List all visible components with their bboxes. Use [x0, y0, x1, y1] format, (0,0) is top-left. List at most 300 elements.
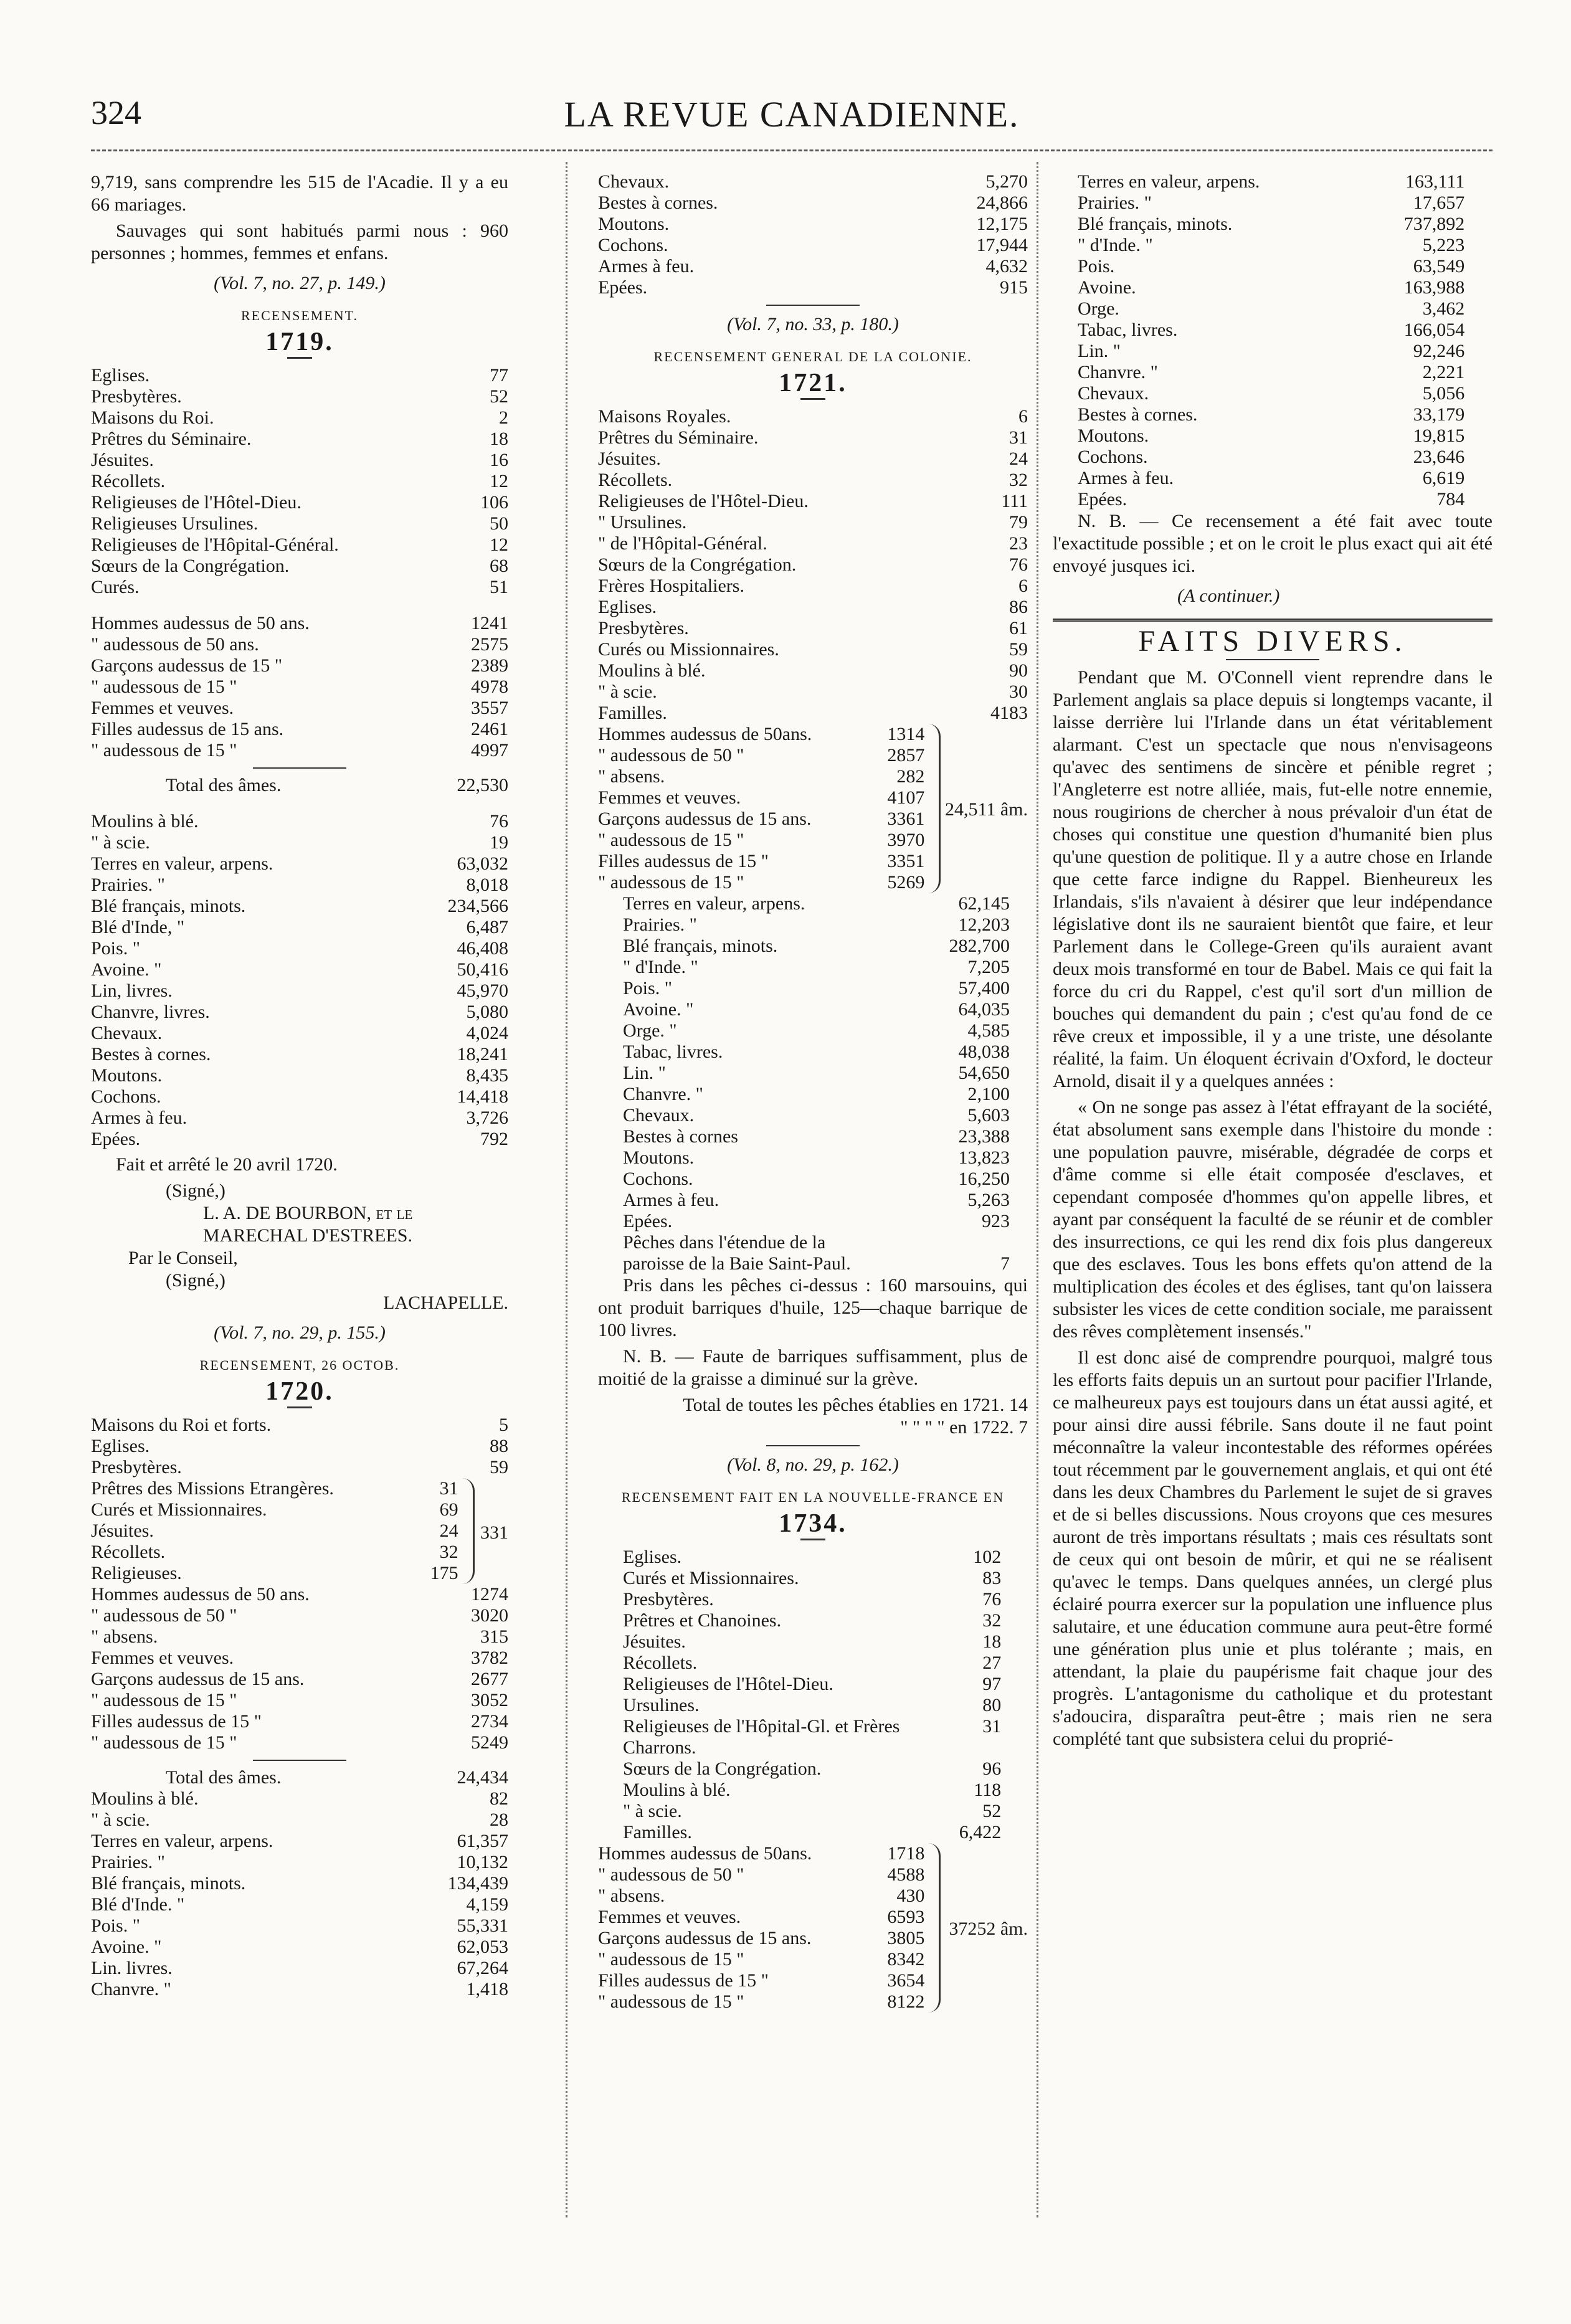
- row-value: 1314: [887, 724, 925, 744]
- row-label: Bestes à cornes.: [598, 192, 718, 213]
- row-label: Eglises.: [91, 365, 150, 386]
- row-value: 62,053: [457, 1937, 508, 1957]
- row-label: Sœurs de la Congrégation.: [623, 1758, 822, 1779]
- row-value: 106: [480, 492, 508, 513]
- census-heading: RECENSEMENT FAIT EN LA NOUVELLE-FRANCE EN: [621, 1489, 1005, 1505]
- row-label: Avoine.: [1078, 277, 1136, 298]
- row-label: Maisons Royales.: [598, 406, 731, 427]
- population-table: [598, 1843, 924, 2013]
- row-value: 67,264: [457, 1958, 508, 1978]
- row-value: 315: [480, 1626, 508, 1647]
- row-value: 31: [1009, 427, 1028, 448]
- row-value: 6: [1018, 576, 1028, 596]
- signer-names: L. A. DE BOURBON, et le MARECHAL D'ESTREES.: [203, 1203, 413, 1246]
- row-label: Curés.: [91, 577, 140, 597]
- row-value: 2575: [471, 634, 508, 655]
- row-label: " absens.: [598, 766, 665, 787]
- row-value: 2857: [887, 745, 925, 766]
- table-row: [1078, 256, 1464, 277]
- census-table: [91, 1415, 508, 1478]
- fisheries-total-1722: " " " " en 1722. 7: [900, 1417, 1028, 1438]
- row-label: Moulins à blé.: [91, 811, 199, 832]
- row-value: 7,205: [967, 957, 1010, 977]
- row-label: Presbytères.: [598, 618, 689, 638]
- table-row: [623, 1020, 1010, 1041]
- table-row: [91, 1415, 508, 1436]
- row-label: Bestes à cornes: [623, 1126, 738, 1147]
- row-label: Jésuites.: [91, 450, 154, 470]
- signer-name: LACHAPELLE.: [383, 1292, 508, 1313]
- fisheries-value: 7: [1000, 1253, 1010, 1274]
- row-label: Chanvre. ": [91, 1979, 171, 1999]
- fait-line: Fait et arrêté le 20 avril 1720.: [116, 1154, 338, 1175]
- table-row: [623, 936, 1010, 957]
- table-row: [623, 1695, 1001, 1716]
- table-row: [1078, 468, 1464, 489]
- table-row: [623, 1084, 1010, 1105]
- row-label: " audessous de 15 ": [91, 1690, 237, 1710]
- table-row: [623, 1211, 1010, 1232]
- table-row: [598, 1843, 924, 1864]
- row-label: Moutons.: [623, 1147, 695, 1168]
- row-label: Frères Hospitaliers.: [598, 576, 744, 596]
- row-label: " audessous de 50 ans.: [91, 634, 259, 655]
- table-row: [1078, 298, 1464, 320]
- agriculture-table: [1078, 171, 1464, 510]
- table-row: [598, 448, 1028, 470]
- census-table: [598, 406, 1028, 724]
- citation: (Vol. 7, no. 29, p. 155.): [214, 1322, 386, 1343]
- total-value: 22,530: [457, 775, 508, 795]
- table-row: [598, 851, 924, 872]
- row-value: 111: [1001, 491, 1028, 511]
- row-label: Blé français, minots.: [91, 896, 246, 916]
- row-value: 32: [1009, 470, 1028, 490]
- table-row: [598, 576, 1028, 597]
- divider: [287, 1406, 312, 1408]
- row-value: 3361: [887, 809, 925, 829]
- table-row: [91, 634, 508, 655]
- row-value: 1,418: [466, 1979, 508, 1999]
- row-label: Epées.: [598, 277, 648, 298]
- table-row: [91, 1457, 508, 1478]
- row-label: Lin. livres.: [91, 1958, 173, 1978]
- row-value: 32: [439, 1542, 458, 1562]
- table-row: [91, 1023, 508, 1044]
- table-row: [598, 171, 1028, 192]
- row-label: Bestes à cornes.: [91, 1044, 211, 1065]
- row-label: Chevaux.: [623, 1105, 695, 1126]
- row-value: 63,032: [457, 853, 508, 874]
- row-label: Religieuses Ursulines.: [91, 513, 259, 534]
- row-value: 12: [490, 471, 508, 491]
- row-label: Eglises.: [91, 1436, 150, 1456]
- row-label: Blé d'Inde, ": [91, 917, 185, 937]
- row-value: 4978: [471, 676, 508, 697]
- row-label: Prêtres du Séminaire.: [598, 427, 759, 448]
- livestock-table: [598, 171, 1028, 298]
- table-row: [91, 1520, 458, 1542]
- row-value: 118: [974, 1780, 1002, 1800]
- table-row: [91, 1044, 508, 1065]
- table-row: [91, 1852, 508, 1873]
- row-value: 62,145: [958, 893, 1010, 914]
- row-value: 79: [1009, 512, 1028, 533]
- row-label: Lin, livres.: [91, 980, 173, 1001]
- row-value: 282,700: [949, 936, 1010, 956]
- table-row: [623, 999, 1010, 1020]
- row-label: Pois. ": [91, 938, 140, 959]
- row-label: " à scie.: [91, 1809, 150, 1830]
- census-year: 1719.: [265, 328, 334, 356]
- row-value: 64,035: [958, 999, 1010, 1020]
- row-label: Orge. ": [623, 1020, 677, 1041]
- table-row: [623, 1041, 1010, 1063]
- row-value: 1718: [887, 1843, 925, 1864]
- row-label: Bestes à cornes.: [1078, 404, 1198, 425]
- row-value: 52: [982, 1801, 1002, 1821]
- row-value: 6,619: [1422, 468, 1465, 488]
- row-label: Hommes audessus de 50 ans.: [91, 1584, 310, 1605]
- table-row: [91, 1542, 458, 1563]
- row-label: Filles audessus de 15 ": [598, 851, 769, 871]
- table-row: [91, 429, 508, 450]
- row-label: Femmes et veuves.: [91, 1648, 234, 1668]
- citation: (Vol. 8, no. 29, p. 162.): [727, 1454, 899, 1475]
- row-value: 28: [490, 1809, 508, 1830]
- to-be-continued: (A continuer.): [1177, 586, 1280, 606]
- row-label: Terres en valeur, arpens.: [91, 853, 273, 874]
- table-row: [598, 597, 1028, 618]
- table-row: [1078, 425, 1464, 447]
- table-row: [598, 872, 924, 893]
- row-value: 61,357: [457, 1831, 508, 1851]
- divider: [766, 1445, 860, 1446]
- intro-paragraph-1: 9,719, sans comprendre les 515 de l'Acadie. Il y a eu 66 mariages.: [91, 172, 508, 215]
- row-value: 6,422: [959, 1822, 1002, 1843]
- row-label: Blé français, minots.: [623, 936, 778, 956]
- row-value: 82: [490, 1788, 508, 1809]
- table-row: [623, 1105, 1010, 1126]
- row-value: 163,988: [1403, 277, 1465, 298]
- row-label: Curés et Missionnaires.: [623, 1568, 799, 1588]
- brace-group: [598, 1843, 1028, 2013]
- row-label: " absens.: [91, 1626, 158, 1647]
- row-label: Moutons.: [1078, 425, 1149, 446]
- table-row: [91, 613, 508, 634]
- row-label: Tabac, livres.: [623, 1041, 723, 1062]
- row-label: Blé français, minots.: [1078, 214, 1233, 234]
- row-label: Avoine. ": [91, 1937, 162, 1957]
- row-label: Religieuses.: [91, 1563, 182, 1583]
- row-label: Femmes et veuves.: [598, 787, 741, 808]
- row-label: Familles.: [598, 703, 667, 723]
- row-label: " audessous de 15 ": [598, 872, 744, 893]
- row-label: Armes à feu.: [598, 256, 695, 277]
- row-value: 4,024: [466, 1023, 508, 1043]
- table-row: [91, 407, 508, 429]
- agriculture-table: [623, 893, 1010, 1232]
- row-value: 3,726: [466, 1107, 508, 1128]
- row-value: 76: [490, 811, 508, 832]
- row-value: 83: [982, 1568, 1002, 1588]
- population-table: [91, 1584, 508, 1753]
- row-label: Pois. ": [91, 1915, 140, 1936]
- table-row: [91, 917, 508, 938]
- row-value: 3,462: [1422, 298, 1465, 319]
- row-value: 77: [490, 365, 508, 386]
- agriculture-table: [91, 1788, 508, 2000]
- table-row: [91, 556, 508, 577]
- row-label: Cochons.: [598, 235, 668, 255]
- table-row: [598, 491, 1028, 512]
- table-row: [623, 1780, 1001, 1801]
- table-row: [1078, 489, 1464, 510]
- table-row: [91, 1958, 508, 1979]
- divider: [1226, 659, 1319, 660]
- row-value: 32: [982, 1610, 1002, 1631]
- row-label: Lin. ": [623, 1063, 666, 1083]
- row-label: Sœurs de la Congrégation.: [91, 556, 290, 576]
- row-value: 234,566: [447, 896, 508, 916]
- table-row: [598, 512, 1028, 533]
- row-value: 134,439: [447, 1873, 508, 1894]
- row-label: Filles audessus de 15 ans.: [91, 719, 284, 739]
- row-value: 6,487: [466, 917, 508, 937]
- signature-note: (Signé,): [166, 1180, 225, 1201]
- row-value: 59: [1009, 639, 1028, 660]
- table-row: [91, 1732, 508, 1753]
- table-row: [1078, 277, 1464, 298]
- table-row: [598, 787, 924, 809]
- row-value: 86: [1009, 597, 1028, 617]
- row-value: 4,585: [967, 1020, 1010, 1041]
- divider: [253, 767, 346, 769]
- row-value: 80: [982, 1695, 1002, 1715]
- table-row: [91, 1626, 508, 1648]
- table-row: [91, 959, 508, 980]
- section-title: FAITS DIVERS.: [1053, 619, 1493, 653]
- table-row: [91, 492, 508, 513]
- row-label: " Ursulines.: [598, 512, 687, 533]
- row-value: 50: [490, 513, 508, 534]
- row-value: 24,866: [976, 192, 1028, 213]
- row-label: Chanvre, livres.: [91, 1002, 210, 1022]
- row-value: 5269: [887, 872, 925, 893]
- row-value: 61: [1009, 618, 1028, 638]
- row-value: 3970: [887, 830, 925, 850]
- table-row: [1078, 171, 1464, 192]
- table-row: [91, 811, 508, 832]
- row-value: 96: [982, 1758, 1002, 1779]
- row-label: " à scie.: [598, 681, 657, 702]
- row-value: 2677: [471, 1669, 508, 1689]
- brace: [925, 1843, 941, 2013]
- row-label: Religieuses de l'Hôpital-Gl. et Frères Charrons.: [623, 1716, 900, 1758]
- clergy-table: [91, 1478, 458, 1584]
- row-value: 1274: [471, 1584, 508, 1605]
- table-row: [598, 1907, 924, 1928]
- row-value: 46,408: [457, 938, 508, 959]
- row-value: 19: [490, 832, 508, 853]
- row-value: 3782: [471, 1648, 508, 1668]
- row-value: 13,823: [958, 1147, 1010, 1168]
- row-value: 12,175: [976, 214, 1028, 234]
- table-row: [598, 809, 924, 830]
- row-value: 8,018: [466, 875, 508, 895]
- row-value: 59: [490, 1457, 508, 1477]
- table-row: [623, 914, 1010, 936]
- brace: [925, 724, 941, 893]
- table-row: [598, 533, 1028, 554]
- row-label: Epées.: [1078, 489, 1127, 510]
- row-label: Hommes audessus de 50ans.: [598, 1843, 812, 1864]
- article-paragraph: Il est donc aisé de comprendre pourquoi, malgré tous les efforts faits depuis un an surtout pour pacifier l'Irlande, ce malheureux pays est toujours dans un état aussi agité, et pour ainsi dire aussi fébrile. Sans doute il ne faut point méconnaître la valeur incontestable des réformes opérées tout récemment par le gouvernement anglais, et qui ont été dans les deux Chambres du Parlement le sujet de si graves et de si belles discussions. Nous croyons que ces mesures auront de très importans résultats ; mais ces résultats sont de ceux qui ont besoin de mûrir, et qui ne se réalisent qu'avec le temps. Dans quelques années, un clergé plus éclairé pourra exercer sur la population une influence plus salutaire, et une éducation commune aura peut-être formé une génération plus unie et plus tolérante ; mais, en attendant, la plaie du paupérisme fait chaque jour des progrès. L'antagonisme du catholique et du protestant s'adoucira, disparaîtra peut-être ; mais rien ne sera complété tant que subsistera celui du proprié-: [1053, 1347, 1493, 1749]
- row-label: " audessous de 15 ": [598, 830, 744, 850]
- row-value: 92,246: [1413, 341, 1465, 361]
- row-label: Terres en valeur, arpens.: [1078, 171, 1260, 192]
- row-value: 54,650: [958, 1063, 1010, 1083]
- row-label: Moutons.: [91, 1065, 163, 1086]
- row-label: Chanvre. ": [1078, 362, 1158, 382]
- table-row: [623, 1631, 1001, 1653]
- table-row: [598, 745, 924, 766]
- table-row: [598, 1928, 924, 1949]
- row-label: " audessous de 15 ": [91, 676, 237, 697]
- table-row: [623, 1190, 1010, 1211]
- row-label: Filles audessus de 15 ": [598, 1970, 769, 1991]
- row-label: Récollets.: [91, 471, 166, 491]
- row-label: Avoine. ": [623, 999, 694, 1020]
- row-label: Epées.: [91, 1129, 141, 1149]
- row-value: 2734: [471, 1711, 508, 1732]
- table-row: [623, 957, 1010, 978]
- row-value: 3557: [471, 698, 508, 718]
- row-value: 16,250: [958, 1169, 1010, 1189]
- row-label: Chevaux.: [598, 171, 670, 192]
- table-row: [623, 1801, 1001, 1822]
- row-label: Terres en valeur, arpens.: [623, 893, 805, 914]
- row-value: 737,892: [1403, 214, 1465, 234]
- table-row: [91, 534, 508, 556]
- table-row: [598, 618, 1028, 639]
- row-value: 4107: [887, 787, 925, 808]
- row-value: 784: [1436, 489, 1465, 510]
- row-value: 18: [490, 429, 508, 449]
- row-label: Pois. ": [623, 978, 672, 998]
- row-label: Hommes audessus de 50ans.: [598, 724, 812, 744]
- row-value: 2389: [471, 655, 508, 676]
- row-value: 5249: [471, 1732, 508, 1753]
- column-1: [91, 171, 508, 2000]
- row-label: Moutons.: [598, 214, 670, 234]
- row-value: 8342: [887, 1949, 925, 1970]
- row-label: Récollets.: [91, 1542, 166, 1562]
- row-value: 2461: [471, 719, 508, 739]
- census-heading: RECENSEMENT, 26 OCTOB.: [199, 1357, 400, 1373]
- row-label: Garçons audessus de 15 ": [91, 655, 283, 676]
- row-label: Religieuses de l'Hôtel-Dieu.: [91, 492, 301, 513]
- table-row: [1078, 447, 1464, 468]
- row-value: 30: [1009, 681, 1028, 702]
- table-row: [91, 1894, 508, 1915]
- row-value: 2,221: [1422, 362, 1465, 382]
- row-label: Femmes et veuves.: [91, 698, 234, 718]
- row-label: Jésuites.: [91, 1520, 154, 1541]
- fisheries-paragraph: Pris dans les pêches ci-dessus : 160 marsouins, qui ont produit barriques d'huile, 125—chaque barrique de 100 livres.: [598, 1275, 1028, 1340]
- census-heading: RECENSEMENT GENERAL DE LA COLONIE.: [653, 349, 972, 364]
- row-value: 27: [982, 1653, 1002, 1673]
- row-value: 31: [982, 1716, 1002, 1737]
- row-label: Presbytères.: [623, 1589, 714, 1610]
- row-label: Moulins à blé.: [598, 660, 706, 681]
- citation: (Vol. 7, no. 27, p. 149.): [214, 273, 386, 293]
- row-label: Prairies. ": [623, 914, 697, 935]
- row-label: Tabac, livres.: [1078, 320, 1178, 340]
- total-label: Total des âmes.: [166, 775, 282, 795]
- row-value: 5,056: [1422, 383, 1465, 404]
- row-value: 17,657: [1413, 192, 1465, 213]
- table-row: [598, 277, 1028, 298]
- row-label: " audessous de 15 ": [598, 1991, 744, 2012]
- table-row: [623, 1126, 1010, 1147]
- row-label: " audessous de 50 ": [91, 1605, 237, 1626]
- row-label: Pois.: [1078, 256, 1115, 277]
- census-year: 1734.: [779, 1509, 847, 1538]
- nota-bene: N. B. — Ce recensement a été fait avec toute l'exactitude possible ; et on le croit le plus exact qui ait été envoyé jusques ici.: [1053, 511, 1493, 576]
- table-row: [91, 1002, 508, 1023]
- row-label: Garçons audessus de 15 ans.: [598, 1928, 812, 1948]
- row-value: 8122: [887, 1991, 925, 2012]
- row-label: Sœurs de la Congrégation.: [598, 554, 797, 575]
- table-row: [598, 554, 1028, 576]
- row-label: " de l'Hôpital-Général.: [598, 533, 767, 554]
- table-row: [598, 406, 1028, 427]
- row-label: Presbytères.: [91, 386, 182, 407]
- header-rule: [91, 149, 1493, 151]
- table-row: [91, 980, 508, 1002]
- row-value: 915: [1000, 277, 1028, 298]
- table-row: [1078, 383, 1464, 404]
- row-label: Prairies. ": [91, 1852, 165, 1872]
- row-value: 4183: [990, 703, 1028, 723]
- table-row: [91, 1478, 458, 1499]
- table-row: [91, 896, 508, 917]
- table-row: [598, 256, 1028, 277]
- row-value: 8,435: [466, 1065, 508, 1086]
- signature-note: (Signé,): [166, 1270, 225, 1291]
- row-value: 76: [982, 1589, 1002, 1610]
- row-label: Armes à feu.: [91, 1107, 187, 1128]
- table-row: [1078, 320, 1464, 341]
- table-row: [91, 365, 508, 386]
- row-label: " à scie.: [91, 832, 150, 853]
- row-value: 6: [1018, 406, 1028, 427]
- table-row: [91, 1499, 458, 1520]
- table-row: [598, 470, 1028, 491]
- population-table: [598, 724, 924, 893]
- row-value: 88: [490, 1436, 508, 1456]
- row-label: Hommes audessus de 50 ans.: [91, 613, 310, 633]
- row-value: 3654: [887, 1970, 925, 1991]
- row-value: 4,159: [466, 1894, 508, 1915]
- row-label: Chanvre. ": [623, 1084, 703, 1104]
- row-label: Religieuses de l'Hôpital-Général.: [91, 534, 339, 555]
- row-value: 166,054: [1403, 320, 1465, 340]
- table-row: [598, 1970, 924, 1991]
- conseil-line: Par le Conseil,: [128, 1248, 238, 1268]
- row-label: Prêtres du Séminaire.: [91, 429, 252, 449]
